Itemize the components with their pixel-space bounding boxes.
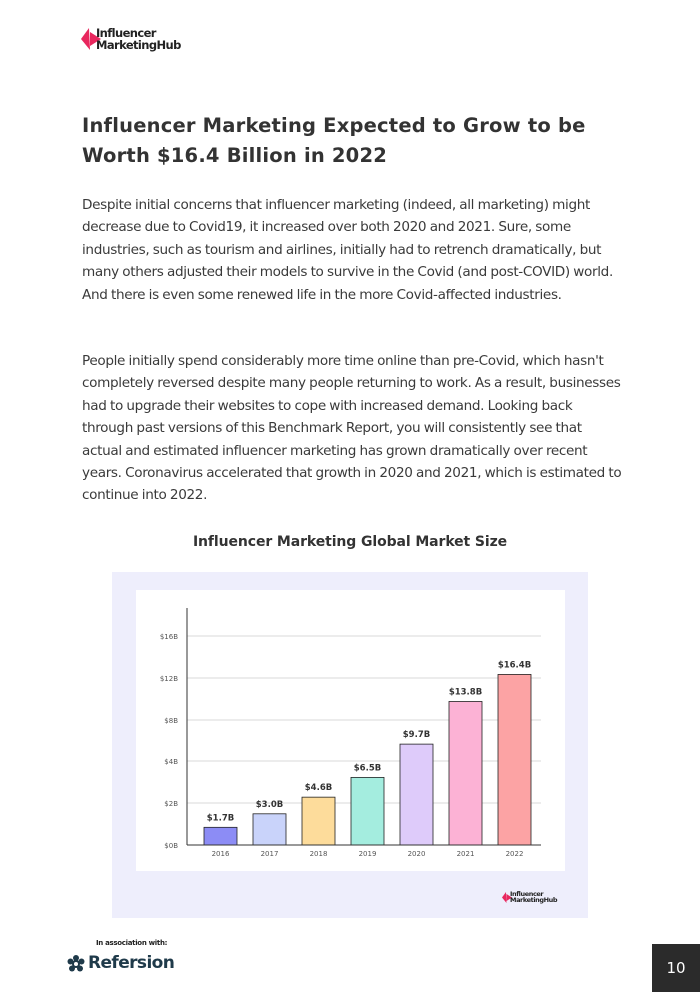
brand-logo bbox=[81, 25, 201, 55]
refersion-gear-icon bbox=[66, 954, 86, 974]
bar bbox=[351, 777, 384, 845]
brand-name-line2: MarketingHub bbox=[96, 38, 181, 52]
data-label: $16.4B bbox=[497, 660, 532, 671]
page-number: 10 bbox=[652, 944, 700, 992]
y-tick-label: $16B bbox=[159, 633, 178, 641]
x-tick-label: 2018 bbox=[309, 850, 328, 858]
y-tick-label: $0B bbox=[164, 842, 178, 850]
x-tick-label: 2022 bbox=[505, 850, 524, 858]
chart-area bbox=[136, 590, 565, 871]
body-paragraph: People initially spend considerably more time online than pre-Covid, which hasn't completely reversed despite many people returning to work. As a result, businesses had to upgrade their websites to cope with increased demand. Looking back through past versions of this Benchmark Report, you will consistently see that actual and estimated influencer marketing has grown dramatically over recent years. Coronavirus accelerated that growth in 2020 and 2021, which is estimated to continue into 2022. bbox=[82, 353, 622, 504]
bar bbox=[253, 814, 286, 845]
chart-brand-line1: Influencer bbox=[510, 890, 544, 898]
chart-brand-logo bbox=[502, 890, 572, 908]
data-label: $1.7B bbox=[206, 813, 235, 824]
association-label: In association with: bbox=[96, 939, 168, 947]
x-tick-label: 2020 bbox=[407, 850, 426, 858]
y-tick-label: $2B bbox=[164, 800, 178, 808]
bar bbox=[498, 674, 531, 845]
bar bbox=[449, 701, 482, 845]
y-tick-label: $4B bbox=[164, 758, 178, 766]
data-label: $4.6B bbox=[304, 783, 333, 794]
x-tick-label: 2017 bbox=[260, 850, 279, 858]
brand-name-line1: Influencer bbox=[96, 26, 156, 40]
x-tick-label: 2021 bbox=[456, 850, 475, 858]
partner-name: Refersion bbox=[88, 953, 175, 973]
bar bbox=[302, 797, 335, 845]
data-label: $9.7B bbox=[402, 730, 431, 741]
bar-chart bbox=[136, 590, 565, 871]
bar bbox=[400, 744, 433, 845]
x-tick-label: 2019 bbox=[358, 850, 377, 858]
y-tick-label: $12B bbox=[159, 675, 178, 683]
data-label: $3.0B bbox=[255, 799, 284, 810]
chart-brand-line2: MarketingHub bbox=[510, 896, 558, 904]
body-paragraph: Despite initial concerns that influencer marketing (indeed, all marketing) might decrease due to Covid19, it increased over both 2020 and 2021. Sure, some industries, such as tourism and airlines, initially had to retrench dramatically, but many others adjusted their models to survive in the Covid (and post-COVID) world. And there is even some renewed life in the more Covid-affected industries. bbox=[82, 197, 613, 303]
y-tick-label: $8B bbox=[164, 717, 178, 725]
data-label: $6.5B bbox=[353, 763, 382, 774]
chart-title: Influencer Marketing Global Market Size bbox=[192, 534, 508, 550]
x-tick-label: 2016 bbox=[211, 850, 230, 858]
section-heading: Influencer Marketing Expected to Grow to be Worth $16.4 Billion in 2022 bbox=[82, 114, 586, 167]
bar bbox=[204, 827, 237, 845]
data-label: $13.8B bbox=[448, 687, 483, 698]
